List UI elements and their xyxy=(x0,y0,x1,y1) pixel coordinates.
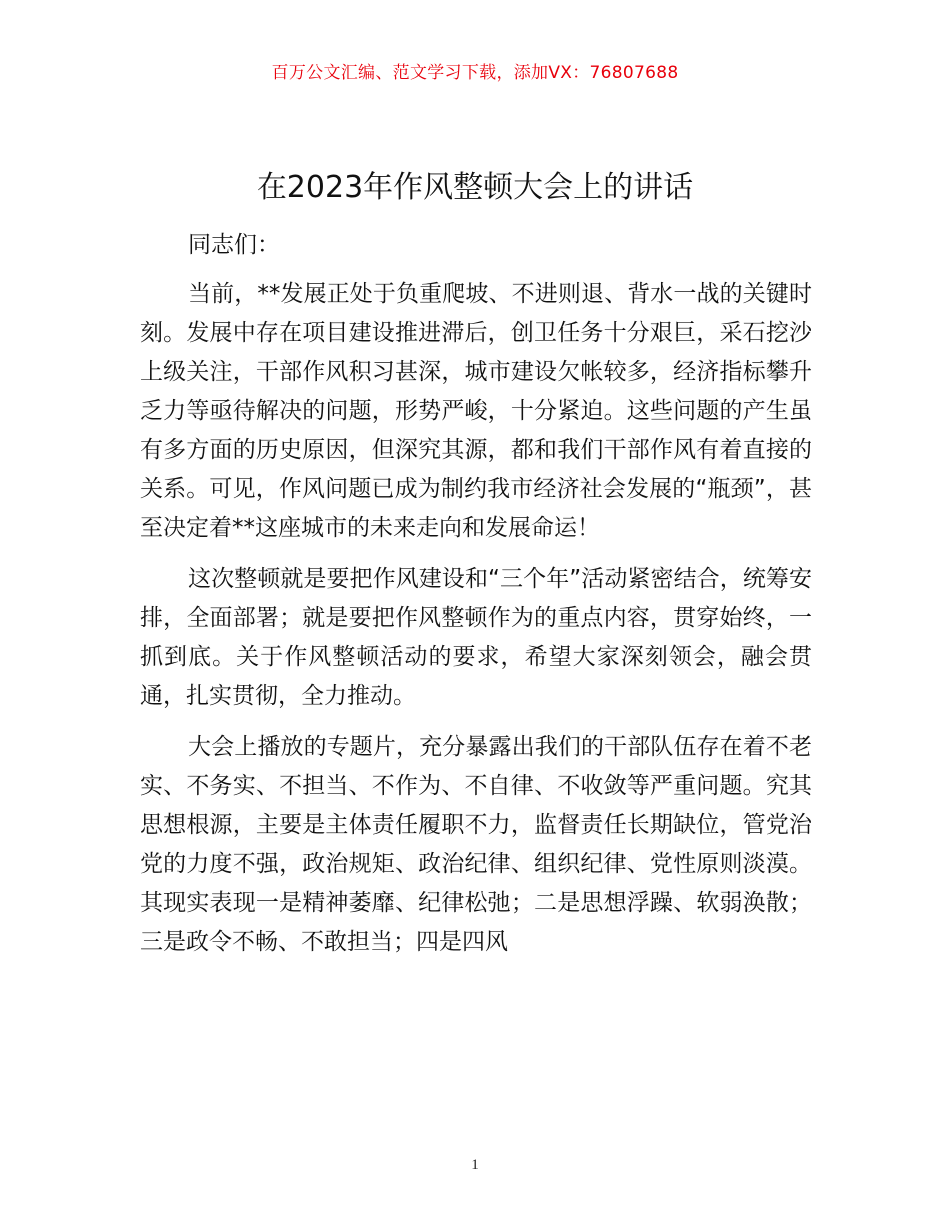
salutation: 同志们： xyxy=(188,232,280,258)
header-watermark-note: 百万公文汇编、范文学习下载，添加VX：76807688 xyxy=(271,63,679,83)
document-title: 在2023年作风整顿大会上的讲话 xyxy=(256,170,694,205)
page-number: 1 xyxy=(471,1157,479,1173)
document-body xyxy=(140,226,812,974)
paragraph-2: 这次整顿就是要把作风建设和“三个年”活动紧密结合，统筹安排，全面部署；就是要把作风整顿作为的重点内容，贯穿始终，一抓到底。关于作风整顿活动的要求，希望大家深刻领会，融会贯通，扎实贯彻，全力推动。 xyxy=(140,566,812,709)
paragraph-1: 当前，**发展正处于负重爬坡、不进则退、背水一战的关键时刻。发展中存在项目建设推进滞后，创卫任务十分艰巨，采石挖沙上级关注，干部作风积习甚深，城市建设欠帐较多，经济指标攀升乏力等亟待解决的问题，形势严峻，十分紧迫。这些问题的产生虽有多方面的历史原因，但深究其源，都和我们干部作风有着直接的关系。可见，作风问题已成为制约我市经济社会发展的“瓶颈”，甚至决定着**这座城市的未来走向和发展命运！ xyxy=(140,281,812,541)
paragraph-3: 大会上播放的专题片，充分暴露出我们的干部队伍存在着不老实、不务实、不担当、不作为、不自律、不收敛等严重问题。究其思想根源，主要是主体责任履职不力，监督责任长期缺位，管党治党的力度不强，政治规矩、政治纪律、组织纪律、党性原则淡漠。其现实表现一是精神萎靡、纪律松弛；二是思想浮躁、软弱涣散；三是政令不畅、不敢担当；四是四风 xyxy=(140,734,812,955)
